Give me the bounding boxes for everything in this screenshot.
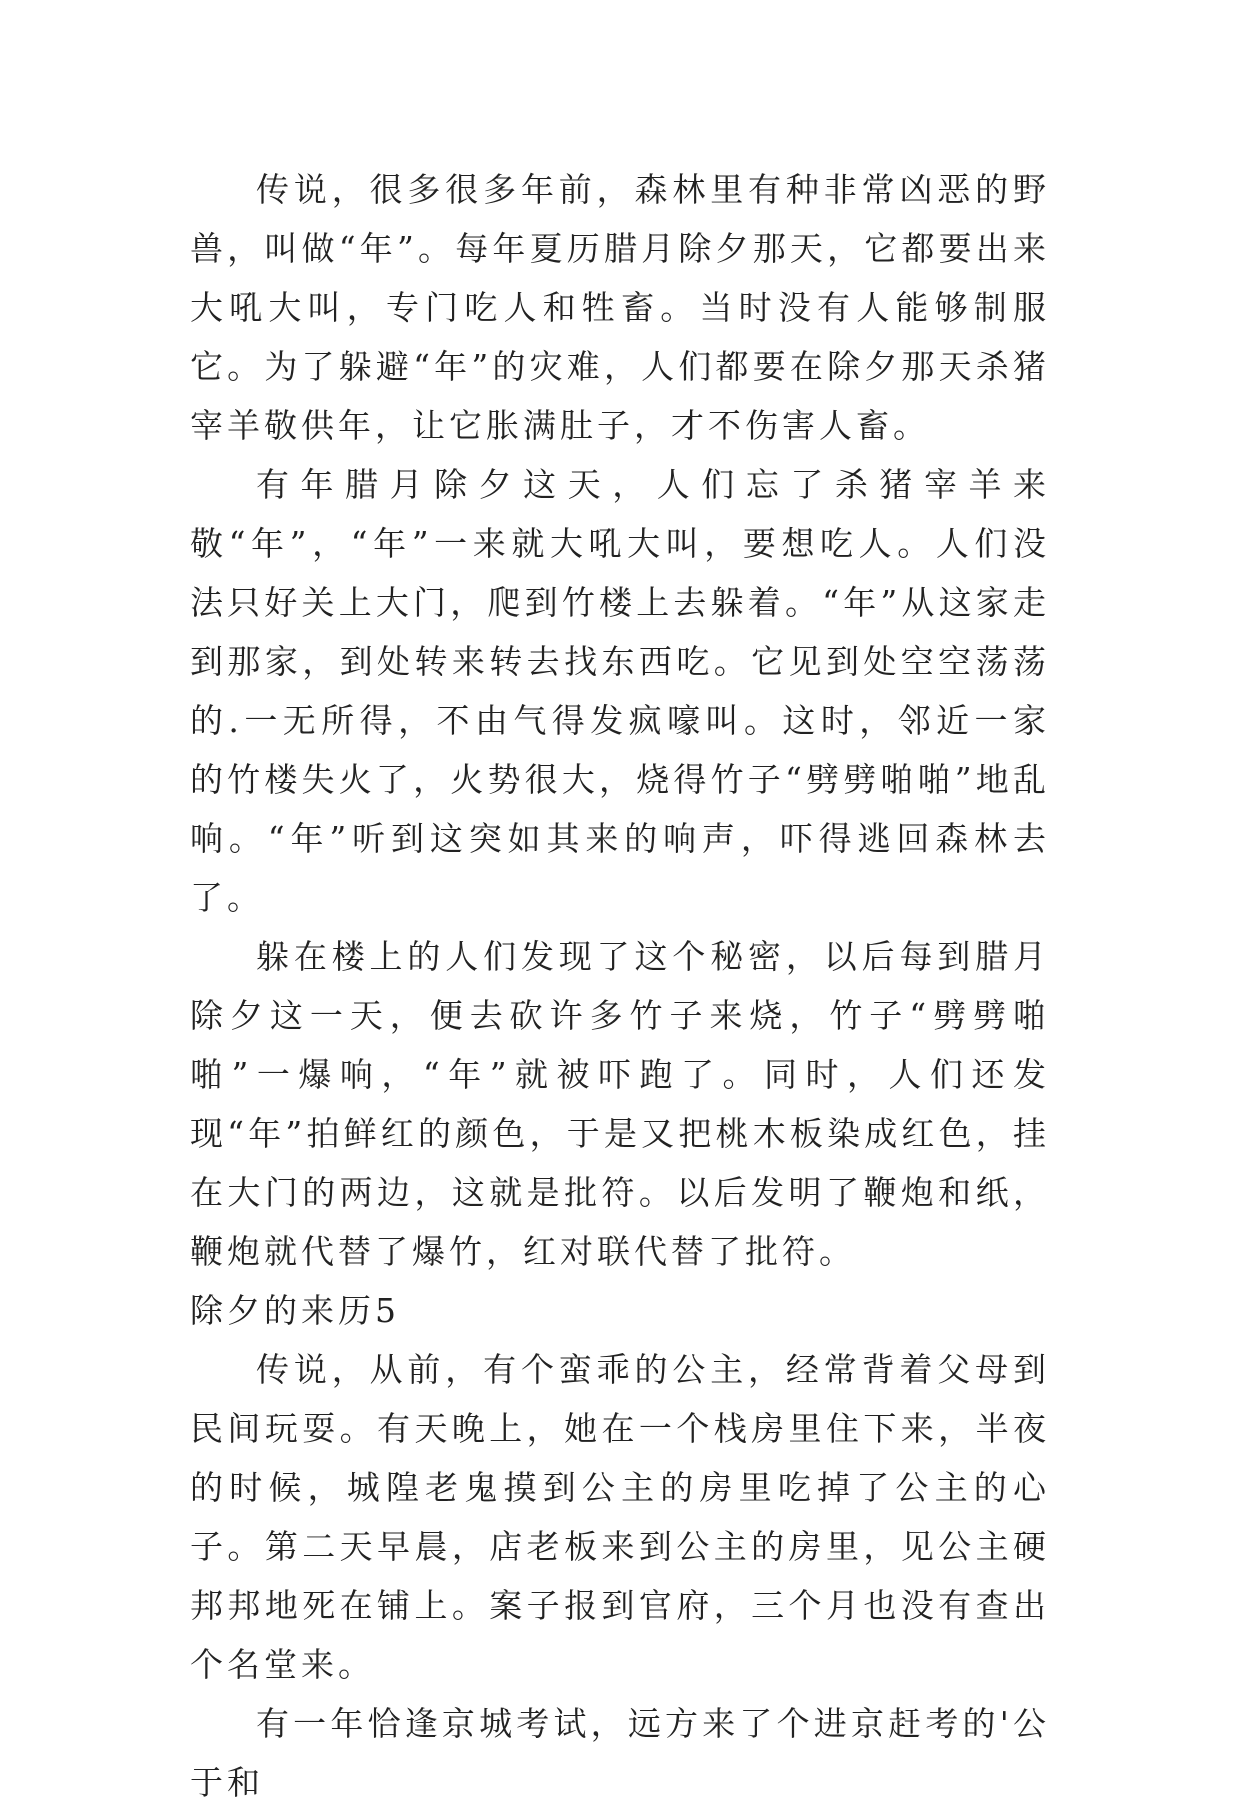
paragraph-nian-legend-intro: 传说，很多很多年前，森林里有种非常凶恶的野兽，叫做“年”。每年夏历腊月除夕那天，它都要出来大吼大叫，专门吃人和牲畜。当时没有人能够制服它。为了躲避“年”的灾难，人们都要在除夕那天杀猪宰羊敬供年，让它胀满肚子，才不伤害人畜。	[190, 170, 1050, 445]
paragraph-forgotten-offering: 有年腊月除夕这天，人们忘了杀猪宰羊来敬“年”，“年”一来就大吼大叫，要想吃人。人们没法只好关上大门，爬到竹楼上去躲着。“年”从这家走到那家，到处转来转去找东西吃。它见到处空空荡荡的.一无所得，不由气得发疯嚎叫。这时，邻近一家的竹楼失火了，火势很大，烧得竹子“劈劈啪啪”地乱响。“年”听到这突如其来的响声，吓得逃回森林去了。	[190, 465, 1050, 917]
paragraph-bamboo-firecrackers: 躲在楼上的人们发现了这个秘密，以后每到腊月除夕这一天，便去砍许多竹子来烧，竹子“劈劈啪啪”一爆响，“年”就被吓跑了。同时，人们还发现“年”拍鲜红的颜色，于是又把桃木板染成红色，挂在大门的两边，这就是批符。以后发明了鞭炮和纸，鞭炮就代替了爆竹，红对联代替了批符。	[190, 937, 1050, 1271]
paragraph-exam-traveler: 有一年恰逢京城考试，远方来了个进京赶考的'公于和	[190, 1704, 1050, 1802]
document-body	[190, 160, 1050, 1812]
paragraph-princess-story: 传说，从前，有个蛮乖的公主，经常背着父母到民间玩耍。有天晚上，她在一个栈房里住下来，半夜的时候，城隍老鬼摸到公主的房里吃掉了公主的心子。第二天早晨，店老板来到公主的房里，见公主硬邦邦地死在铺上。案子报到官府，三个月也没有查出个名堂来。	[190, 1350, 1050, 1684]
section-heading: 除夕的来历5	[190, 1291, 400, 1330]
